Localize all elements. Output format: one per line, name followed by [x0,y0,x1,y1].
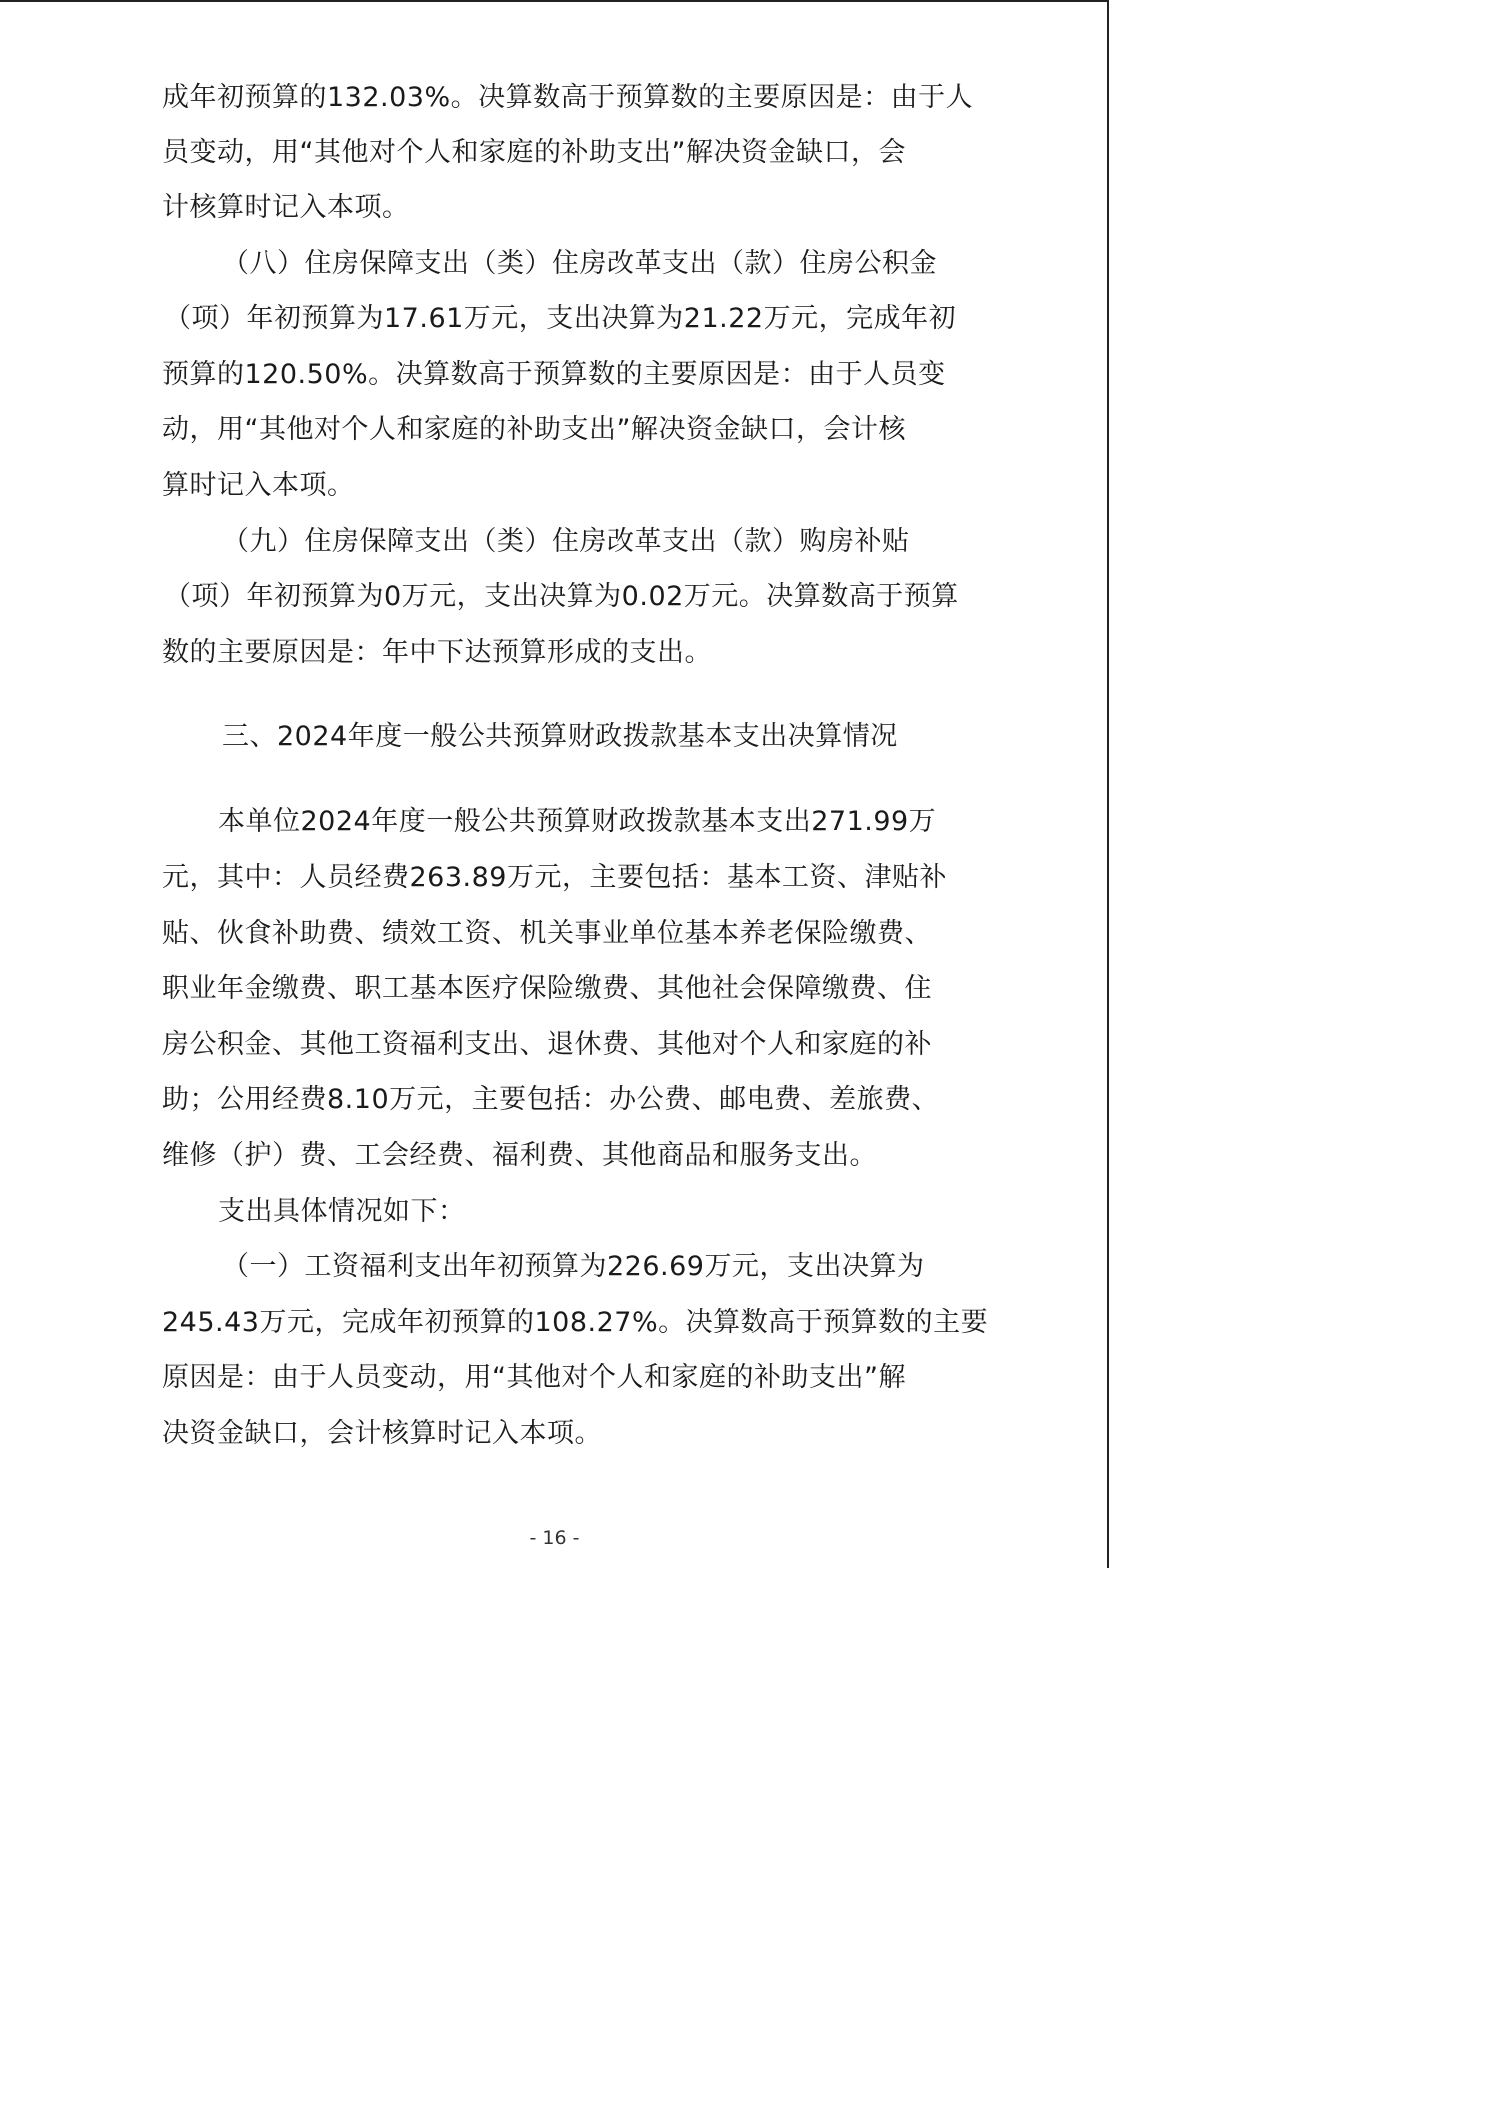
paragraph-line: 员变动，用“其他对个人和家庭的补助支出”解决资金缺口，会 [162,137,906,168]
paragraph-line: 元，其中：人员经费263.89万元，主要包括：基本工资、津贴补 [162,862,947,893]
paragraph-line: 预算的120.50%。决算数高于预算数的主要原因是：由于人员变 [162,359,946,390]
paragraph-line: 计核算时记入本项。 [162,192,410,223]
paragraph-line: 原因是：由于人员变动，用“其他对个人和家庭的补助支出”解 [162,1362,906,1393]
paragraph-line: 本单位2024年度一般公共预算财政拨款基本支出271.99万 [218,806,937,837]
paragraph-line: 房公积金、其他工资福利支出、退休费、其他对个人和家庭的补 [162,1029,932,1060]
page-number: - 16 - [529,1527,580,1549]
paragraph-line: 245.43万元，完成年初预算的108.27%。决算数高于预算数的主要 [162,1307,989,1338]
paragraph-line: （一）工资福利支出年初预算为226.69万元，支出决算为 [222,1251,925,1282]
paragraph-line: （九）住房保障支出（类）住房改革支出（款）购房补贴 [222,526,910,557]
page-border-right [1107,0,1109,1568]
paragraph-line: 贴、伙食补助费、绩效工资、机关事业单位基本养老保险缴费、 [162,918,932,949]
paragraph-line: 算时记入本项。 [162,470,355,501]
paragraph-line: 成年初预算的132.03%。决算数高于预算数的主要原因是：由于人 [162,82,974,113]
paragraph-line: （八）住房保障支出（类）住房改革支出（款）住房公积金 [222,248,937,279]
paragraph-line: 支出具体情况如下： [218,1196,466,1227]
section-heading: 三、2024年度一般公共预算财政拨款基本支出决算情况 [222,721,898,752]
paragraph-line: 数的主要原因是：年中下达预算形成的支出。 [162,637,712,668]
paragraph-line: 职业年金缴费、职工基本医疗保险缴费、其他社会保障缴费、住 [162,973,932,1004]
paragraph-line: 助；公用经费8.10万元，主要包括：办公费、邮电费、差旅费、 [162,1084,940,1115]
paragraph-line: （项）年初预算为17.61万元，支出决算为21.22万元，完成年初 [164,303,957,334]
paragraph-line: （项）年初预算为0万元，支出决算为0.02万元。决算数高于预算 [164,581,959,612]
paragraph-line: 维修（护）费、工会经费、福利费、其他商品和服务支出。 [162,1140,877,1171]
paragraph-line: 决资金缺口，会计核算时记入本项。 [162,1418,602,1449]
page-border-top [0,0,1109,2]
paragraph-line: 动，用“其他对个人和家庭的补助支出”解决资金缺口，会计核 [162,414,906,445]
